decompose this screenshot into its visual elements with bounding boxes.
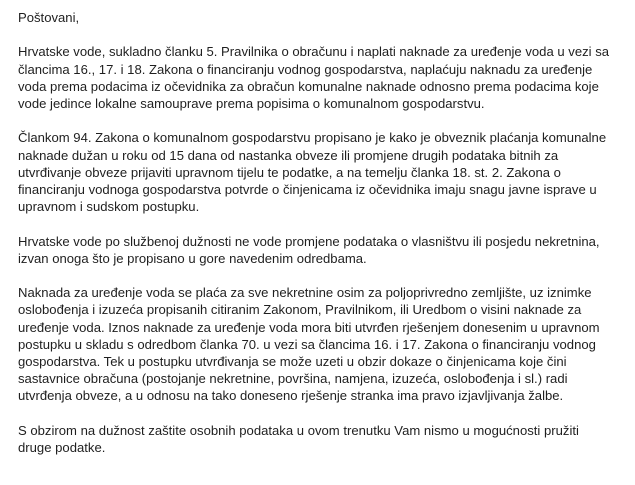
- paragraph-fee-basis: [18, 43, 629, 112]
- text-line: vode jedince lokalne samouprave prema popisima o komunalnom gospodarstvu.: [18, 96, 485, 111]
- text-line: sastavnice obračuna (postojanje nekretnine, površina, namjena, izuzeća, oslobođenja i sl.) radi: [18, 371, 568, 387]
- paragraph-fee-payment: [18, 284, 629, 404]
- text-line: S obzirom na dužnost zaštite osobnih podataka u ovom trenutku Vam nismo u mogućnosti pružiti: [18, 422, 579, 438]
- text-line: oslobođenja i izuzeća propisanih citiranim Zakonom, Pravilnikom, ili Uredbom o visini naknade za: [18, 302, 582, 318]
- text-line: postupku u skladu s odredbom članka 70. u vezi sa člancima 16. i 17. Zakona o financiranju vodnog: [18, 336, 596, 352]
- text-line: druge podatke.: [18, 440, 106, 455]
- text-line: uređenje voda. Iznos naknade za uređenje voda mora biti utvrđen rješenjem donesenim u upravnom: [18, 319, 600, 335]
- text-line: financiranju vodnoga gospodarstva potvrde o činjenicama iz očevidnika imaju snagu javne isprave u: [18, 182, 597, 197]
- text-line: Člankom 94. Zakona o komunalnom gospodarstvu propisano je kako je obveznik plaćanja komunalne: [18, 130, 607, 146]
- paragraph-ownership-changes: [18, 233, 629, 267]
- paragraph-data-protection: [18, 422, 629, 456]
- text-line: Naknada za uređenje voda se plaća za sve nekretnine osim za poljoprivredno zemljište, uz iznimke: [18, 285, 592, 301]
- letter-greeting: Poštovani,: [18, 10, 80, 25]
- text-line: člancima 16., 17. i 18. Zakona o financiranju vodnog gospodarstva, naplaćuju naknadu za uređenje: [18, 61, 593, 77]
- text-line: izvan onoga što je propisano u gore navedenim odredbama.: [18, 250, 367, 266]
- text-line: utvrđivanje obveze prijaviti upravnom tijelu te podatke, a na temelju članka 18. st. 2. Zakona o: [18, 164, 561, 180]
- text-line: voda prema podacima iz očevidnika za obračun komunalne naknade odnosno prema podacima koje: [18, 78, 599, 94]
- paragraph-article-94: [18, 129, 629, 215]
- text-line: naknade dužan u roku od 15 dana od nastanka obveze ili promjene drugih podataka bitnih za: [18, 147, 559, 163]
- text-line: gospodarstva. Tek u postupku utvrđivanja se može uzeti u obzir dokaze o činjenicama koje čini: [18, 354, 567, 369]
- text-line: Hrvatske vode, sukladno članku 5. Pravilnika o obračunu i naplati naknade za uređenje voda u vezi sa: [18, 44, 610, 60]
- text-line: utvrđenja obveze, a u odnosu na tako doneseno rješenje stranka ima pravo izjavljivanja žalbe.: [18, 388, 564, 404]
- text-line: Hrvatske vode po službenoj dužnosti ne vode promjene podataka o vlasništvu ili posjedu nekretnina,: [18, 233, 600, 249]
- text-line: upravnom i sudskom postupku.: [18, 199, 200, 215]
